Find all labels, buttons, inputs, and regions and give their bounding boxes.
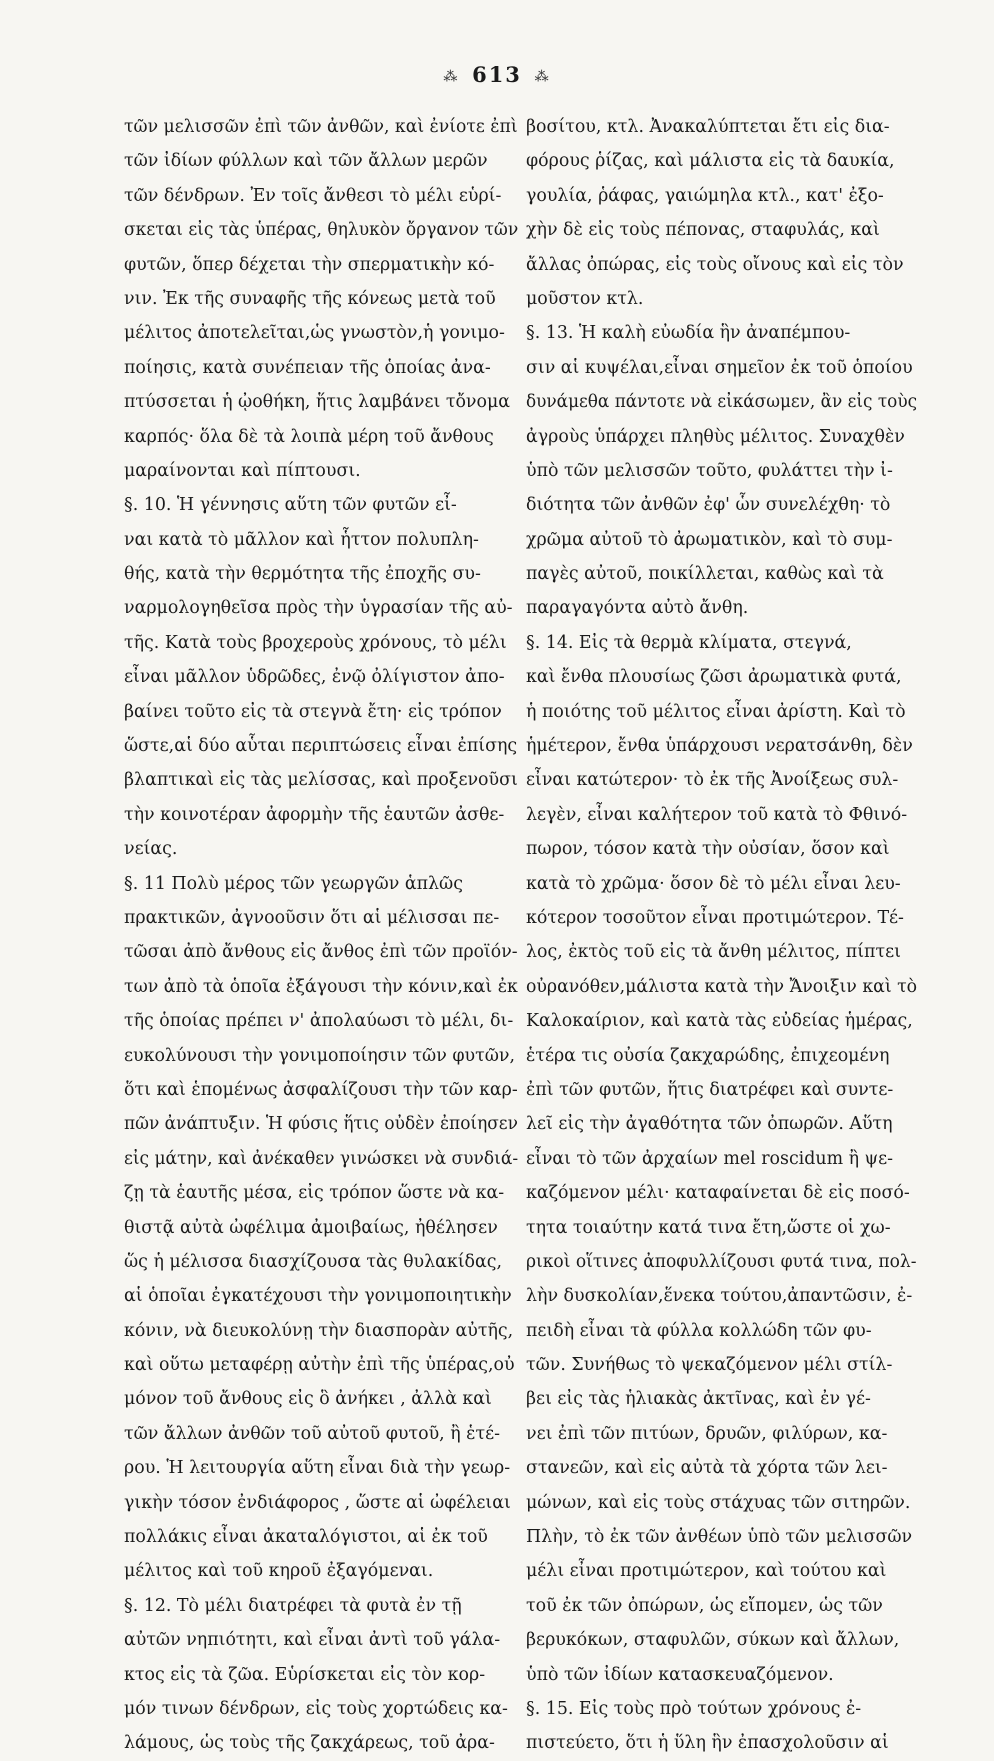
text-line: ὅτι καὶ ἑπομένως ἀσφαλίζουσι τὴν τῶν καρ- xyxy=(124,1079,518,1100)
text-line: λεῖ εἰς τὴν ἀγαθότητα τῶν ὀπωρῶν. Αὕτη xyxy=(526,1114,893,1135)
text-line: ἡ ποιότης τοῦ μέλιτος εἶναι ἀρίστη. Καὶ τὸ xyxy=(526,701,906,722)
text-line: σκεται εἰς τὰς ὑπέρας, θηλυκὸν ὄργανον τῶν xyxy=(124,220,518,241)
text-line: διότητα τῶν ἀνθῶν ἐφ' ὧν συνελέχθη· τὸ xyxy=(526,495,891,516)
text-line: τὴν κοινοτέραν ἀφορμὴν τῆς ἑαυτῶν ἀσθε- xyxy=(124,804,505,825)
text-line: στανεῶν, καὶ εἰς αὐτὰ τὰ χόρτα τῶν λει- xyxy=(526,1458,888,1479)
text-line: ρου. Ἡ λειτουργία αὕτη εἶναι διὰ τὴν γεωρ- xyxy=(124,1458,511,1479)
text-line: αὐτῶν νηπιότητι, καὶ εἶναι ἀντὶ τοῦ γάλα- xyxy=(124,1630,501,1651)
text-line: των ἀπὸ τὰ ὁποῖα ἐξάγουσι τὴν κόνιν,καὶ ἐκ xyxy=(124,976,518,997)
left-text-column xyxy=(124,110,518,1761)
text-line: νει ἐπὶ τῶν πιτύων, δρυῶν, φιλύρων, κα- xyxy=(526,1423,888,1444)
text-line: λάμους, ὡς τοὺς τῆς ζακχάρεως, τοῦ ἀρα- xyxy=(124,1733,495,1754)
text-line: αἱ ὁποῖαι ἐγκατέχουσι τὴν γονιμοποιητικὴν xyxy=(124,1286,512,1307)
text-line: §. 12. Τὸ μέλι διατρέφει τὰ φυτὰ ἐν τῇ xyxy=(124,1595,462,1616)
text-line: πιστεύετο, ὅτι ἡ ὕλη ἣν ἐπασχολοῦσιν αἱ xyxy=(526,1733,889,1754)
text-line: νείας. xyxy=(124,839,178,860)
text-line: Πλὴν, τὸ ἐκ τῶν ἀνθέων ὑπὸ τῶν μελισσῶν xyxy=(526,1527,913,1548)
text-line: τοῦ ἐκ τῶν ὀπώρων, ὡς εἴπομεν, ὡς τῶν xyxy=(526,1595,883,1616)
text-line: εἶναι κατώτερον· τὸ ἐκ τῆς Ἀνοίξεως συλ- xyxy=(526,770,899,791)
text-line: §. 11 Πολὺ μέρος τῶν γεωργῶν ἁπλῶς xyxy=(124,873,463,894)
text-line: καὶ οὕτω μεταφέρῃ αὐτὴν ἐπὶ τῆς ὑπέρας,οὐ xyxy=(124,1355,515,1376)
text-line: δυνάμεθα πάντοτε νὰ εἰκάσωμεν, ἂν εἰς τοὺς xyxy=(526,392,917,413)
text-line: βερυκόκων, σταφυλῶν, σύκων καὶ ἄλλων, xyxy=(526,1630,900,1651)
text-line: λὴν δυσκολίαν,ἕνεκα τούτου,ἀπαντῶσιν, ἐ- xyxy=(526,1286,913,1307)
text-line: πῶν ἀνάπτυξιν. Ἡ φύσις ἥτις οὐδὲν ἐποίησεν xyxy=(124,1114,518,1135)
text-line: μόν τινων δένδρων, εἰς τοὺς χορτώδεις κα- xyxy=(124,1698,508,1719)
text-line: εἶναι τὸ τῶν ἀρχαίων mel roscidum ἢ ψε- xyxy=(526,1148,894,1169)
text-line: §. 13. Ἡ καλὴ εὐωδία ἣν ἀναπέμπου- xyxy=(526,323,851,344)
text-line: βαίνει τοῦτο εἰς τὰ στεγνὰ ἔτη· εἰς τρόπον xyxy=(124,701,502,722)
text-line: τῶν μελισσῶν ἐπὶ τῶν ἀνθῶν, καὶ ἐνίοτε ἐπὶ xyxy=(124,117,518,137)
text-line: μοῦστον κτλ. xyxy=(526,288,644,309)
text-line: τῶν ἄλλων ἀνθῶν τοῦ αὐτοῦ φυτοῦ, ἢ ἑτέ- xyxy=(124,1423,500,1444)
text-line: τῆς ὁποίας πρέπει ν' ἀπολαύωσι τὸ μέλι, δι- xyxy=(124,1011,514,1032)
text-line: πειδὴ εἶναι τὰ φύλλα κολλώδη τῶν φυ- xyxy=(526,1320,872,1341)
text-line: ποίησις, κατὰ συνέπειαν τῆς ὁποίας ἀνα- xyxy=(124,357,491,378)
text-line: οὐρανόθεν,μάλιστα κατὰ τὴν Ἄνοιξιν καὶ τὸ xyxy=(526,976,917,997)
text-line: σιν αἱ κυψέλαι,εἶναι σημεῖον ἐκ τοῦ ὁποίου xyxy=(526,357,913,378)
text-line: κότερον τοσοῦτον εἶναι προτιμώτερον. Τέ- xyxy=(526,907,904,928)
page-header xyxy=(0,62,994,87)
text-line: χρῶμα αὐτοῦ τὸ ἀρωματικὸν, καὶ τὸ συμ- xyxy=(526,529,893,550)
text-line: ρικοὶ οἵτινες ἀποφυλλίζουσι φυτά τινα, πολ- xyxy=(526,1251,917,1272)
text-line: §. 15. Εἰς τοὺς πρὸ τούτων χρόνους ἐ- xyxy=(526,1698,862,1719)
text-line: καὶ ἔνθα πλουσίως ζῶσι ἀρωματικὰ φυτά, xyxy=(526,667,902,688)
text-line: ευκολύνουσι τὴν γονιμοποίησιν τῶν φυτῶν, xyxy=(124,1045,515,1066)
text-line: μέλι εἶναι προτιμώτερον, καὶ τούτου καὶ xyxy=(526,1561,887,1582)
text-line: πωρον, τόσον κατὰ τὴν οὐσίαν, ὅσον καὶ xyxy=(526,839,890,860)
text-line: ὑπὸ τῶν μελισσῶν τοῦτο, φυλάττει τὴν ἰ- xyxy=(526,460,893,481)
text-line: λεγὲν, εἶναι καλήτερον τοῦ κατὰ τὸ Φθινό- xyxy=(526,804,908,825)
text-line: ἐπὶ τῶν φυτῶν, ἥτις διατρέφει καὶ συντε- xyxy=(526,1079,894,1100)
text-line: μόνον τοῦ ἄνθους εἰς ὃ ἀνήκει , ἀλλὰ καὶ xyxy=(124,1389,492,1410)
right-text-column xyxy=(526,110,917,1761)
text-line: ἡμέτερον, ἔνθα ὑπάρχουσι νερατσάνθη, δὲν xyxy=(526,736,913,757)
text-line: ζῃ τὰ ἑαυτῆς μέσα, εἰς τρόπον ὥστε νὰ κα- xyxy=(124,1183,505,1204)
text-line: ἀγροὺς ὑπάρχει πληθὺς μέλιτος. Συναχθὲν xyxy=(526,426,905,447)
text-line: μαραίνονται καὶ πίπτουσι. xyxy=(124,460,361,481)
text-line: κόνιν, νὰ διευκολύνῃ τὴν διασπορὰν αὐτῆς, xyxy=(124,1320,514,1341)
text-line: ναι κατὰ τὸ μᾶλλον καὶ ἧττον πολυπλη- xyxy=(124,529,479,550)
text-line: ἑτέρα τις οὐσία ζακχαρώδης, ἐπιχεομένη xyxy=(526,1045,890,1066)
text-line: κατὰ τὸ χρῶμα· ὅσον δὲ τὸ μέλι εἶναι λευ- xyxy=(526,873,901,894)
text-line: πρακτικῶν, ἀγνοοῦσιν ὅτι αἱ μέλισσαι πε- xyxy=(124,907,500,928)
text-line: ὥς ἡ μέλισσα διασχίζουσα τὰς θυλακίδας, xyxy=(124,1251,503,1272)
text-line: θιστᾷ αὐτὰ ὠφέλιμα ἀμοιβαίως, ἠθέλησεν xyxy=(124,1217,498,1238)
page-number: 613 xyxy=(472,62,522,87)
text-line: λος, ἐκτὸς τοῦ εἰς τὰ ἄνθη μέλιτος, πίπτει xyxy=(526,942,901,963)
text-line: βει εἰς τὰς ἡλιακὰς ἀκτῖνας, καὶ ἐν γέ- xyxy=(526,1389,871,1410)
text-line: §. 14. Εἰς τὰ θερμὰ κλίματα, στεγνά, xyxy=(526,632,852,653)
text-line: παγὲς αὐτοῦ, ποικίλλεται, καθὼς καὶ τὰ xyxy=(526,564,884,585)
text-line: τῶσαι ἀπὸ ἄνθους εἰς ἄνθος ἐπὶ τῶν προϊόν- xyxy=(124,942,518,963)
text-line: τῶν δένδρων. Ἐν τοῖς ἄνθεσι τὸ μέλι εὑρί- xyxy=(124,185,502,206)
ornament-right: ⁂ xyxy=(534,68,551,85)
text-line: μέλιτος ἀποτελεῖται,ὡς γνωστὸν,ἡ γονιμο- xyxy=(124,323,505,344)
text-line: τῶν. Συνήθως τὸ ψεκαζόμενον μέλι στίλ- xyxy=(526,1355,893,1376)
text-line: §. 10. Ἡ γέννησις αὕτη τῶν φυτῶν εἶ- xyxy=(124,495,457,516)
text-line: κτος εἰς τὰ ζῶα. Εὑρίσκεται εἰς τὸν κορ- xyxy=(124,1664,486,1685)
text-line: τῆς. Κατὰ τοὺς βροχεροὺς χρόνους, τὸ μέλι xyxy=(124,632,507,653)
ornament-left: ⁂ xyxy=(443,68,460,85)
text-line: εἰς μάτην, καὶ ἀνέκαθεν γινώσκει νὰ συνδιά- xyxy=(124,1148,518,1169)
text-line: ναρμολογηθεῖσα πρὸς τὴν ὑγρασίαν τῆς αὐ- xyxy=(124,598,513,619)
text-line: χὴν δὲ εἰς τοὺς πέπονας, σταφυλάς, καὶ xyxy=(526,220,880,241)
text-line: ὥστε,αἱ δύο αὗται περιπτώσεις εἶναι ἐπίσης xyxy=(124,736,518,757)
text-line: καζόμενον μέλι· καταφαίνεται δὲ εἰς ποσό- xyxy=(526,1183,910,1204)
text-line: γικὴν τόσον ἐνδιάφορος , ὥστε αἱ ὠφέλειαι xyxy=(124,1492,511,1513)
text-line: πτύσσεται ἡ ᾠοθήκη, ἥτις λαμβάνει τὄνομα xyxy=(124,392,511,413)
text-line: φυτῶν, ὅπερ δέχεται τὴν σπερματικὴν κό- xyxy=(124,254,495,275)
text-line: νιν. Ἐκ τῆς συναφῆς τῆς κόνεως μετὰ τοῦ xyxy=(124,288,496,309)
text-line: εἶναι μᾶλλον ὑδρῶδες, ἐνῷ ὀλίγιστον ἀπο- xyxy=(124,667,505,688)
text-line: ἄλλας ὀπώρας, εἰς τοὺς οἴνους καὶ εἰς τὸν xyxy=(526,254,904,275)
text-line: καρπός· ὅλα δὲ τὰ λοιπὰ μέρη τοῦ ἄνθους xyxy=(124,426,494,447)
text-line: τητα τοιαύτην κατά τινα ἔτη,ὥστε οἱ χω- xyxy=(526,1217,891,1238)
text-line: ὑπὸ τῶν ἰδίων κατασκευαζόμενον. xyxy=(526,1664,834,1685)
text-line: πολλάκις εἶναι ἀκαταλόγιστοι, αἱ ἐκ τοῦ xyxy=(124,1527,488,1548)
text-line: τῶν ἰδίων φύλλων καὶ τῶν ἄλλων μερῶν xyxy=(124,151,488,172)
text-line: βοσίτου, κτλ. Ἀνακαλύπτεται ἔτι εἰς δια- xyxy=(526,117,890,137)
text-line: Καλοκαίριον, καὶ κατὰ τὰς εὐδείας ἡμέρας, xyxy=(526,1011,913,1032)
text-line: βλαπτικαὶ εἰς τὰς μελίσσας, καὶ προξενοῦσι xyxy=(124,770,518,791)
text-line: γουλία, ῥάφας, γαιώμηλα κτλ., κατ' ἐξο- xyxy=(526,185,884,206)
text-line: θής, κατὰ τὴν θερμότητα τῆς ἐποχῆς συ- xyxy=(124,564,481,585)
text-line: παραγαγόντα αὐτὸ ἄνθη. xyxy=(526,598,749,619)
text-line: μέλιτος καὶ τοῦ κηροῦ ἐξαγόμεναι. xyxy=(124,1561,434,1582)
text-line: μώνων, καὶ εἰς τοὺς στάχυας τῶν σιτηρῶν. xyxy=(526,1492,911,1513)
text-line: φόρους ῥίζας, καὶ μάλιστα εἰς τὰ δαυκία, xyxy=(526,151,895,172)
